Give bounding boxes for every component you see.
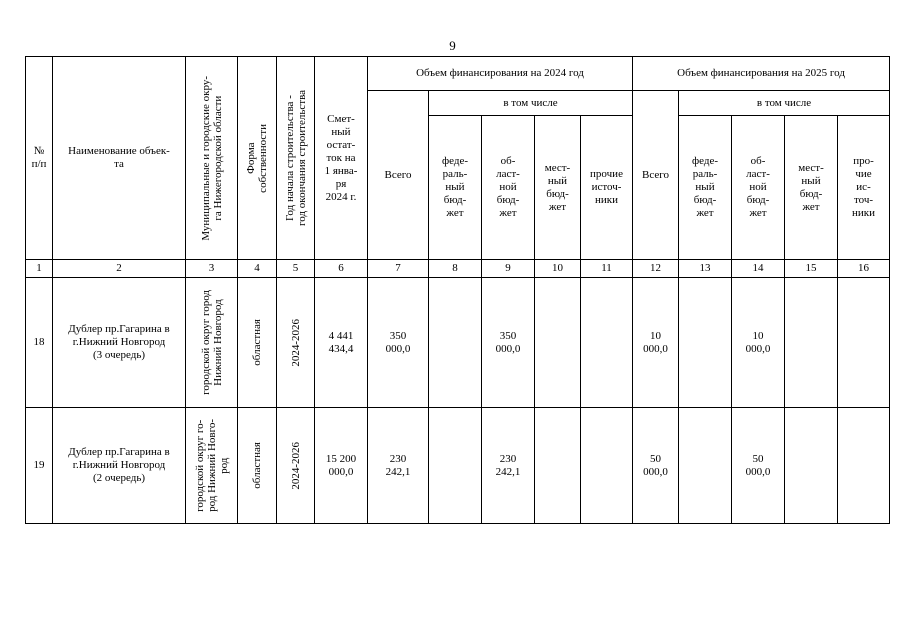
header-number: № п/п <box>26 57 53 260</box>
header-local-2025: мест- ный бюд- жет <box>785 116 838 260</box>
years-cell <box>277 278 315 408</box>
object-name: Дублер пр.Гагарина в г.Нижний Новгород (2 очередь) <box>53 408 186 524</box>
years-text: 2024-2026 <box>289 318 302 367</box>
row-number: 19 <box>26 408 53 524</box>
page-number: 9 <box>449 38 456 53</box>
header-federal-2024: феде- раль- ный бюд- жет <box>429 116 482 260</box>
ownership-cell <box>238 408 277 524</box>
column-number: 6 <box>315 260 368 278</box>
municipality-cell <box>186 408 238 524</box>
header-regional-2024: об- ласт- ной бюд- жет <box>482 116 535 260</box>
header-regional-2025: об- ласт- ной бюд- жет <box>732 116 785 260</box>
local-2024-value <box>535 278 581 408</box>
table-row <box>26 278 890 408</box>
header-ownership-text: Форма собственности <box>245 123 269 193</box>
column-number: 1 <box>26 260 53 278</box>
header-local-2024: мест- ный бюд- жет <box>535 116 581 260</box>
regional-2025-value: 10 000,0 <box>732 278 785 408</box>
regional-2024-value: 230 242,1 <box>482 408 535 524</box>
total-2025-value: 50 000,0 <box>633 408 679 524</box>
total-2024-value: 230 242,1 <box>368 408 429 524</box>
other-2025-value <box>838 278 890 408</box>
local-2025-value <box>785 408 838 524</box>
municipality-text: городской округ город Нижний Новгород <box>199 290 224 395</box>
municipality-cell <box>186 278 238 408</box>
federal-2024-value <box>429 408 482 524</box>
object-name: Дублер пр.Гагарина в г.Нижний Новгород (3 очередь) <box>53 278 186 408</box>
ownership-text: областная <box>251 442 263 489</box>
header-group-2024: Объем финансирования на 2024 год <box>368 57 633 91</box>
header-municipality-text: Муниципальные и городские окру- га Нижегородской области <box>199 75 224 241</box>
federal-2025-value <box>679 408 732 524</box>
column-number: 13 <box>679 260 732 278</box>
header-other-2024: прочие источ- ники <box>581 116 633 260</box>
header-total-2025: Всего <box>633 91 679 260</box>
column-number: 8 <box>429 260 482 278</box>
municipality-text: городской округ го- род Нижний Новго- род <box>193 419 230 512</box>
other-2025-value <box>838 408 890 524</box>
ownership-text: областная <box>251 319 263 366</box>
column-number: 10 <box>535 260 581 278</box>
header-incl-2025: в том числе <box>679 91 890 116</box>
column-number: 4 <box>238 260 277 278</box>
regional-2024-value: 350 000,0 <box>482 278 535 408</box>
header-object-name: Наименование объек- та <box>53 57 186 260</box>
column-number: 5 <box>277 260 315 278</box>
column-number: 2 <box>53 260 186 278</box>
header-federal-2025: феде- раль- ный бюд- жет <box>679 116 732 260</box>
header-years <box>277 57 315 260</box>
column-number: 7 <box>368 260 429 278</box>
table-row <box>26 408 890 524</box>
header-incl-2024: в том числе <box>429 91 633 116</box>
header-estimate: Смет- ный остат- ток на 1 янва- ря 2024 г. <box>315 57 368 260</box>
row-number: 18 <box>26 278 53 408</box>
column-number: 9 <box>482 260 535 278</box>
years-cell <box>277 408 315 524</box>
header-municipality <box>186 57 238 260</box>
header-total-2024: Всего <box>368 91 429 260</box>
federal-2025-value <box>679 278 732 408</box>
column-number: 16 <box>838 260 890 278</box>
federal-2024-value <box>429 278 482 408</box>
financing-table <box>25 56 890 524</box>
header-years-text: Год начала строительства - год окончания строительства <box>283 90 308 226</box>
local-2024-value <box>535 408 581 524</box>
total-2024-value: 350 000,0 <box>368 278 429 408</box>
column-number: 3 <box>186 260 238 278</box>
regional-2025-value: 50 000,0 <box>732 408 785 524</box>
other-2024-value <box>581 408 633 524</box>
other-2024-value <box>581 278 633 408</box>
column-number: 11 <box>581 260 633 278</box>
estimate-value: 15 200 000,0 <box>315 408 368 524</box>
ownership-cell <box>238 278 277 408</box>
local-2025-value <box>785 278 838 408</box>
column-number: 12 <box>633 260 679 278</box>
column-number: 15 <box>785 260 838 278</box>
header-ownership <box>238 57 277 260</box>
estimate-value: 4 441 434,4 <box>315 278 368 408</box>
header-group-2025: Объем финансирования на 2025 год <box>633 57 890 91</box>
total-2025-value: 10 000,0 <box>633 278 679 408</box>
header-other-2025: про- чие ис- точ- ники <box>838 116 890 260</box>
years-text: 2024-2026 <box>289 441 302 490</box>
column-number: 14 <box>732 260 785 278</box>
